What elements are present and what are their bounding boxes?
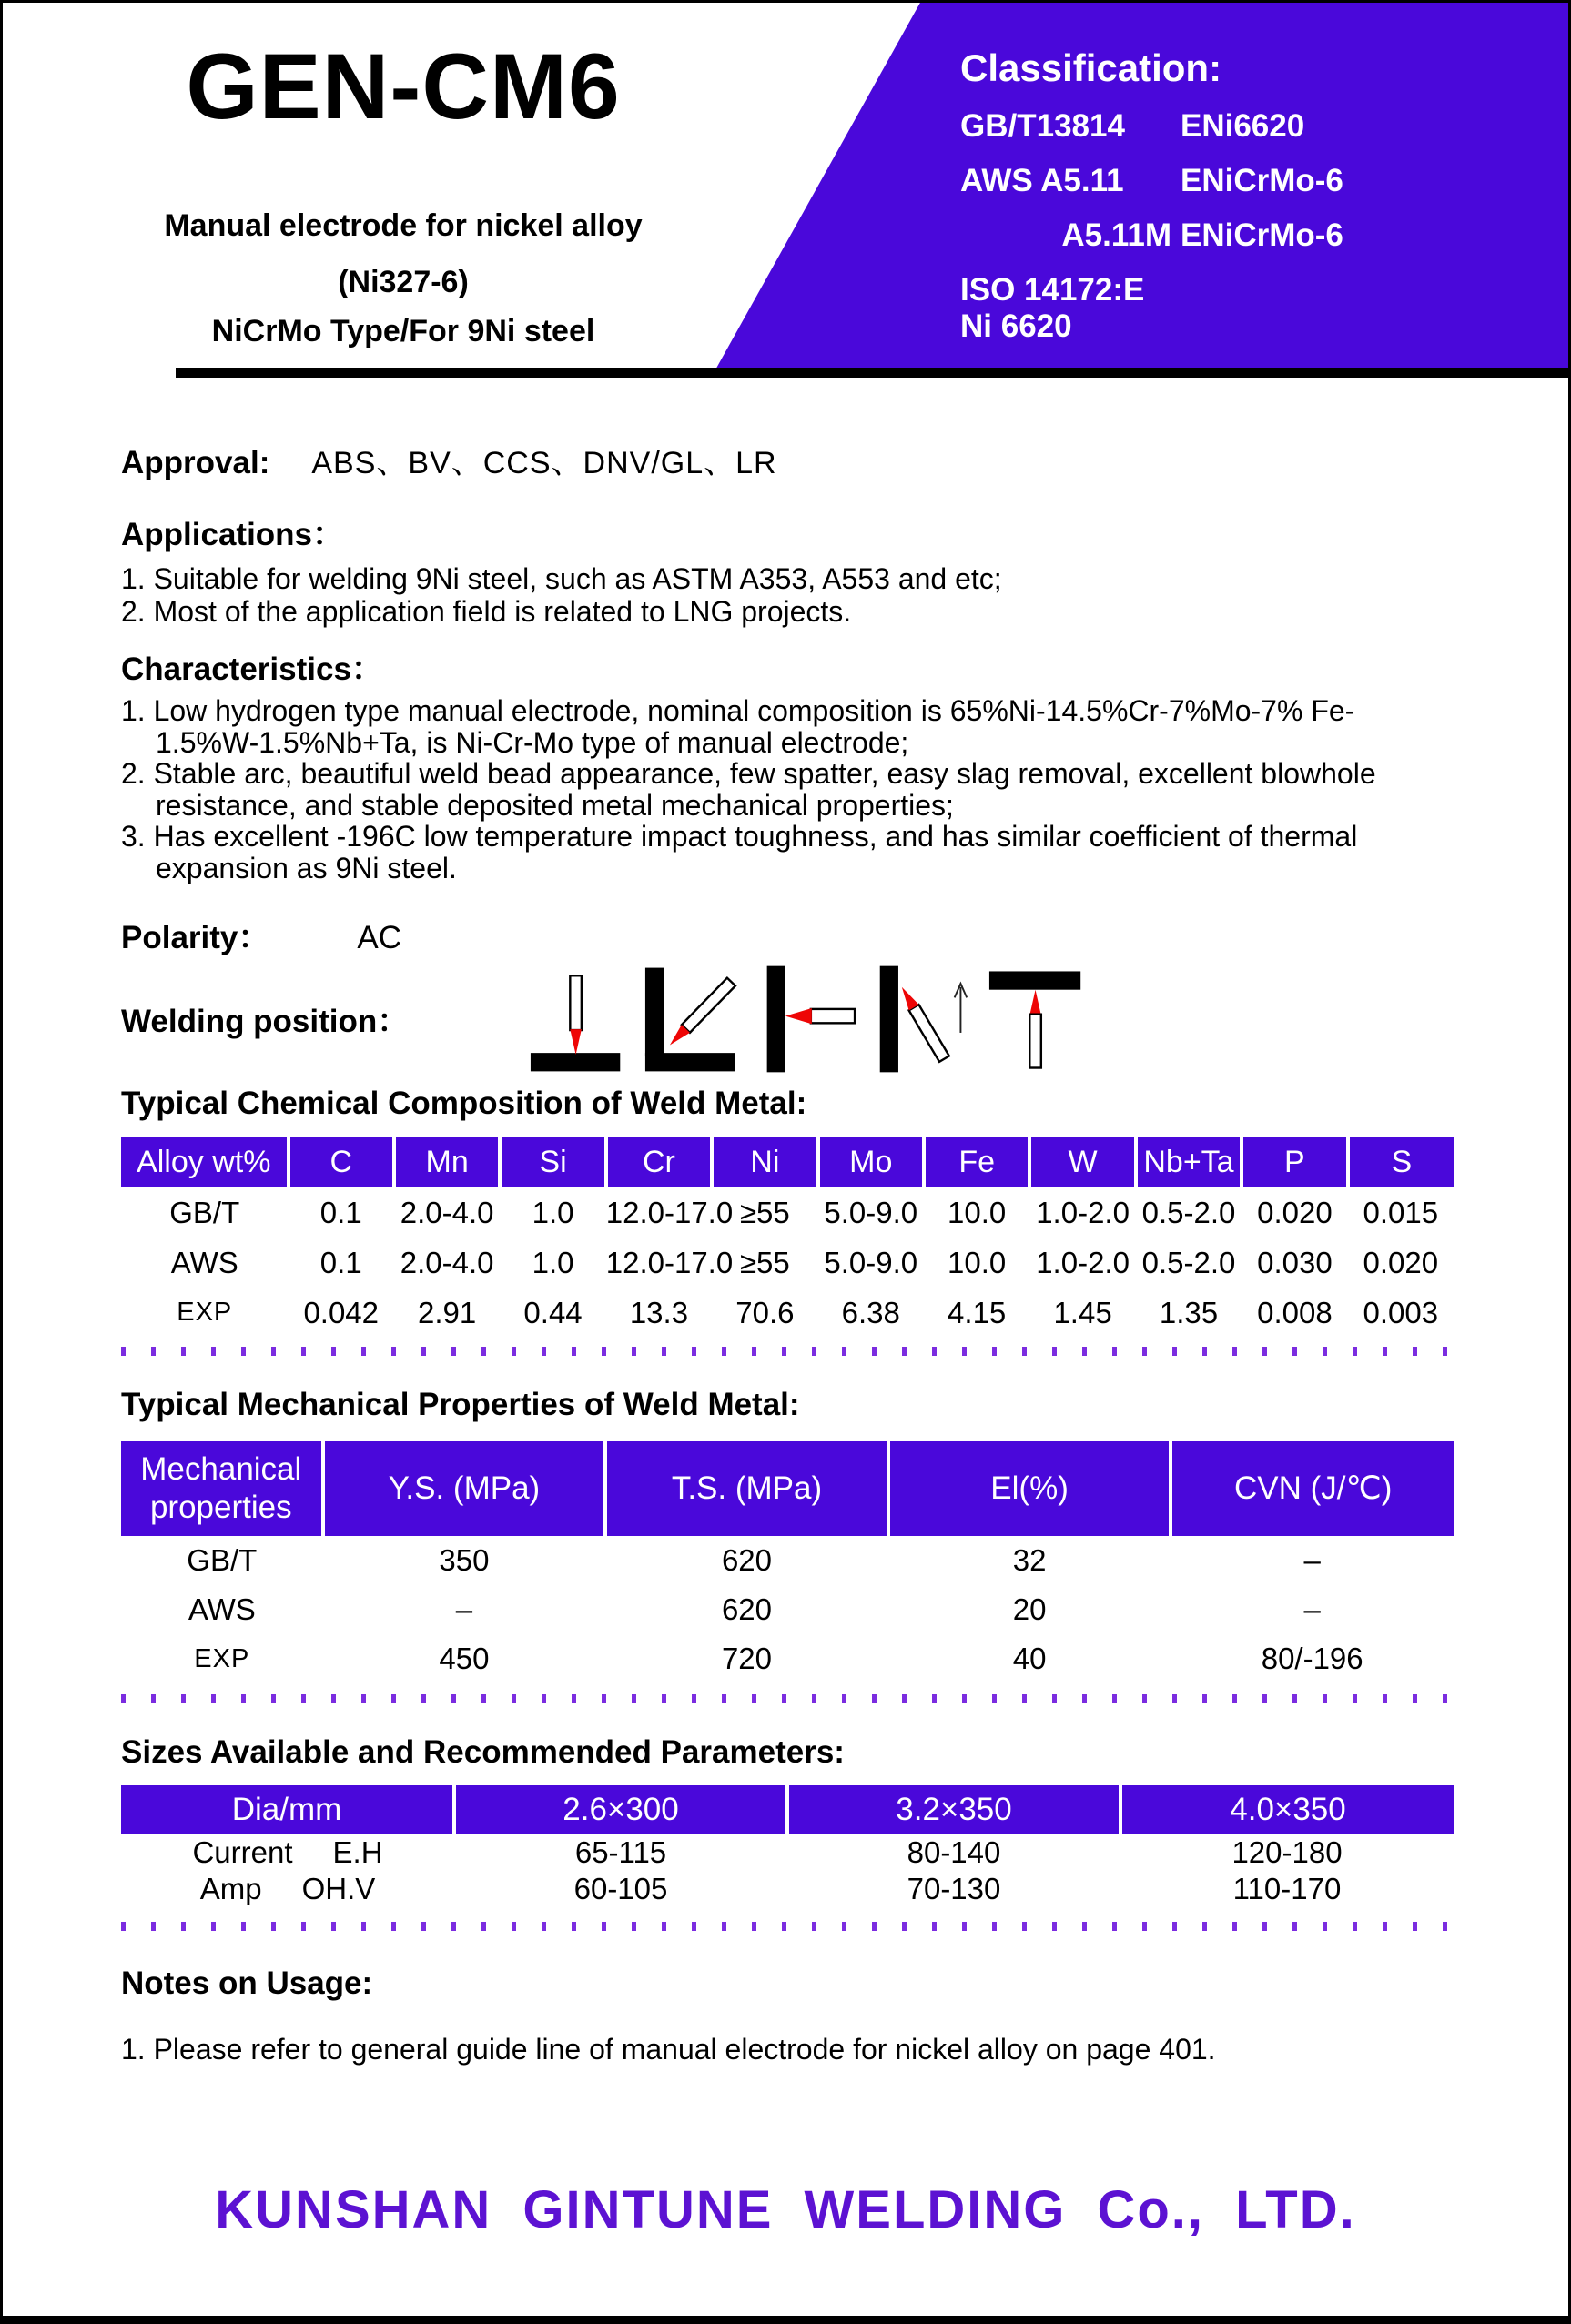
- mech-cell: 450: [439, 1642, 490, 1675]
- chem-cell: 12.0-17.0: [605, 1195, 734, 1229]
- grade-name: ENiCrMo-6: [1181, 217, 1343, 253]
- sub-row-label: OH.V: [301, 1872, 376, 1905]
- chem-cell: 1.45: [1053, 1295, 1112, 1329]
- chem-cell: 6.38: [841, 1295, 900, 1329]
- sub-row-label: E.H: [332, 1835, 383, 1869]
- standard-name: A5.11M: [1061, 217, 1171, 253]
- mechanical-properties-table: [121, 1441, 1454, 1683]
- chem-column-header: P: [1242, 1137, 1347, 1187]
- chem-cell: 2.0-4.0: [400, 1195, 494, 1229]
- mech-cell: 720: [721, 1642, 773, 1675]
- chem-cell: 0.008: [1257, 1295, 1333, 1329]
- standard-name: ISO 14172:E Ni 6620: [960, 272, 1145, 344]
- sizes-cell: 80-140: [907, 1835, 1001, 1869]
- mech-column-header: T.S. (MPa): [605, 1441, 888, 1536]
- mech-column-header-text: Mechanical properties: [140, 1451, 302, 1525]
- row-label: AWS: [170, 1245, 238, 1279]
- chem-column-header: Cr: [606, 1137, 712, 1187]
- classification-row: [960, 163, 1343, 199]
- chem-cell: 1.0: [532, 1195, 574, 1229]
- row-label: AWS: [188, 1592, 256, 1626]
- chemical-composition-table: [121, 1137, 1454, 1338]
- chem-column-header: Nb+Ta: [1136, 1137, 1242, 1187]
- sizes-cell: 65-115: [574, 1835, 667, 1869]
- chem-cell: 1.0: [532, 1245, 574, 1279]
- mech-cell: 620: [721, 1592, 773, 1626]
- header-divider-bar: [176, 368, 1568, 378]
- mech-cell: 620: [721, 1543, 773, 1577]
- row-label: [121, 1871, 454, 1907]
- chem-cell: 5.0-9.0: [824, 1195, 918, 1229]
- chem-cell: 0.44: [523, 1295, 583, 1329]
- chem-column-header: C: [289, 1137, 394, 1187]
- chem-cell: 70.6: [735, 1295, 795, 1329]
- chem-cell: 1.0-2.0: [1036, 1195, 1130, 1229]
- chem-cell: 2.91: [418, 1295, 477, 1329]
- dotted-separator: [121, 1347, 1454, 1356]
- flat-position-icon: [529, 964, 627, 1075]
- mech-cell: 32: [1012, 1543, 1047, 1577]
- chem-cell: 2.0-4.0: [400, 1245, 494, 1279]
- approval-value: ABS、BV、CCS、DNV/GL、LR: [311, 446, 777, 480]
- chem-column-header: Ni: [712, 1137, 817, 1187]
- mech-cell: 40: [1012, 1642, 1047, 1675]
- classification-row: [960, 217, 1343, 254]
- chem-cell: 1.35: [1159, 1295, 1219, 1329]
- overhead-position-icon: [988, 964, 1086, 1075]
- chem-cell: 0.5-2.0: [1141, 1245, 1236, 1279]
- characteristics-item: 1. Low hydrogen type manual electrode, nominal composition is 65%Ni-14.5%Cr-7%Mo-7% Fe-1.5%W-1.5%Nb+Ta, is Ni-Cr-Mo type of manual electrode;: [121, 694, 1355, 759]
- sizes-cell: 110-170: [1232, 1872, 1342, 1905]
- chem-row-gbt: [121, 1187, 1454, 1238]
- mech-header-row: [121, 1441, 1454, 1536]
- row-label: EXP: [177, 1298, 233, 1327]
- row-label: [121, 1834, 454, 1871]
- content: [3, 438, 1568, 2066]
- chem-cell: ≥55: [739, 1195, 790, 1229]
- welding-position-label: Welding position：: [121, 1004, 410, 1039]
- chem-cell: 0.5-2.0: [1141, 1195, 1236, 1229]
- dotted-separator: [121, 1694, 1454, 1703]
- company-name: KUNSHAN GINTUNE WELDING Co., LTD.: [215, 2180, 1356, 2239]
- chem-cell: 10.0: [948, 1195, 1007, 1229]
- mech-cell: 80/-196: [1261, 1642, 1363, 1675]
- chem-cell: 0.042: [303, 1295, 380, 1329]
- sizes-row-eh: [121, 1834, 1454, 1871]
- standard-name: GB/T13814: [960, 108, 1125, 144]
- approval-label: Approval:: [121, 445, 270, 480]
- applications-item: 1. Suitable for welding 9Ni steel, such as ASTM A353, A553 and etc;: [121, 562, 1002, 595]
- chem-table-title: Typical Chemical Composition of Weld Metal:: [121, 1086, 807, 1121]
- chem-row-aws: [121, 1238, 1454, 1288]
- product-name: GEN-CM6: [186, 35, 621, 138]
- horizontal-position-icon: [758, 964, 856, 1075]
- notes-heading: Notes on Usage:: [121, 1965, 373, 2001]
- chem-cell: 0.015: [1363, 1195, 1439, 1229]
- product-type: NiCrMo Type/For 9Ni steel: [211, 314, 595, 349]
- applications-section: [121, 510, 1454, 628]
- fillet-position-icon: [644, 964, 742, 1075]
- chem-row-exp: [121, 1288, 1454, 1338]
- sizes-cell: 60-105: [573, 1872, 668, 1905]
- chem-cell: 0.1: [319, 1245, 362, 1279]
- sizes-column-header: Dia/mm: [121, 1785, 454, 1834]
- mech-cell: 350: [439, 1543, 490, 1577]
- sizes-header-row: [121, 1785, 1454, 1834]
- polarity-value: AC: [357, 920, 402, 955]
- mech-row-gbt: [121, 1536, 1454, 1585]
- characteristics-item: 3. Has excellent -196C low temperature impact toughness, and has similar coefficient of thermal expansion as 9Ni steel.: [121, 820, 1358, 884]
- row-label: GB/T: [187, 1543, 258, 1577]
- welding-position-row: [121, 964, 1454, 1075]
- chem-column-header: S: [1348, 1137, 1454, 1187]
- row-label: GB/T: [169, 1195, 240, 1229]
- classification-block: [960, 46, 1343, 363]
- chem-column-header: Alloy wt%: [121, 1137, 289, 1187]
- sizes-cell: 70-130: [907, 1872, 1001, 1905]
- row-label: EXP: [194, 1643, 250, 1673]
- chem-cell: 10.0: [948, 1245, 1007, 1279]
- polarity-row: [121, 913, 1454, 958]
- chem-column-header: Fe: [924, 1137, 1029, 1187]
- applications-heading: Applications：: [121, 517, 345, 552]
- brand-block: [107, 3, 699, 378]
- mech-column-header: [121, 1441, 323, 1536]
- welding-position-icons: [529, 964, 1086, 1075]
- mech-column-header: El(%): [888, 1441, 1171, 1536]
- chem-column-header: W: [1029, 1137, 1135, 1187]
- sizes-row-ohv: [121, 1871, 1454, 1907]
- notes-item: 1. Please refer to general guide line of manual electrode for nickel alloy on page 401.: [121, 2033, 1216, 2066]
- characteristics-heading: Characteristics：: [121, 652, 383, 687]
- chem-cell: 1.0-2.0: [1036, 1245, 1130, 1279]
- grade-name: ENiCrMo-6: [1181, 163, 1343, 198]
- classification-row: [960, 108, 1343, 145]
- mech-table-title: Typical Mechanical Properties of Weld Metal:: [121, 1387, 800, 1422]
- applications-item: 2. Most of the application field is related to LNG projects.: [121, 595, 852, 628]
- chem-header-row: [121, 1137, 1454, 1187]
- mech-row-exp: [121, 1634, 1454, 1683]
- chem-cell: 4.15: [948, 1295, 1007, 1329]
- vertical-up-position-icon: [873, 964, 971, 1075]
- mech-cell: –: [1303, 1592, 1321, 1626]
- mech-column-header: Y.S. (MPa): [323, 1441, 606, 1536]
- chem-column-header: Si: [500, 1137, 605, 1187]
- mech-cell: 20: [1012, 1592, 1047, 1626]
- sizes-column-header: 3.2×350: [787, 1785, 1120, 1834]
- approval-row: [121, 438, 1454, 482]
- chem-cell: 12.0-17.0: [605, 1245, 734, 1279]
- classification-title: Classification:: [960, 46, 1222, 89]
- chem-cell: 0.003: [1363, 1295, 1439, 1329]
- current-amp-label-line1: Current: [192, 1835, 293, 1869]
- chem-column-header: Mo: [818, 1137, 924, 1187]
- chem-column-header: Mn: [394, 1137, 500, 1187]
- sizes-parameters-table: [121, 1785, 1454, 1907]
- notes-section: [121, 1965, 1454, 2066]
- product-code: (Ni327-6): [338, 265, 469, 299]
- characteristics-item: 2. Stable arc, beautiful weld bead appearance, few spatter, easy slag removal, excellent blowhole resistance, and stable deposited metal mechanical properties;: [121, 757, 1376, 822]
- chem-cell: 0.020: [1257, 1195, 1333, 1229]
- classification-row: [960, 272, 1343, 345]
- grade-name: ENi6620: [1181, 108, 1305, 144]
- dotted-separator: [121, 1922, 1454, 1931]
- chem-cell: 13.3: [629, 1295, 689, 1329]
- characteristics-section: [121, 644, 1454, 884]
- sizes-column-header: 2.6×300: [454, 1785, 787, 1834]
- chem-cell: 0.1: [319, 1195, 362, 1229]
- standard-name: AWS A5.11: [960, 163, 1124, 198]
- sizes-column-header: 4.0×350: [1120, 1785, 1454, 1834]
- sizes-cell: 120-180: [1231, 1835, 1343, 1869]
- chem-cell: ≥55: [739, 1245, 790, 1279]
- header: [3, 3, 1568, 378]
- product-subtitle: Manual electrode for nickel alloy: [164, 208, 643, 243]
- mech-cell: –: [455, 1592, 473, 1626]
- polarity-label: Polarity：: [121, 920, 270, 955]
- chem-cell: 0.020: [1363, 1245, 1439, 1279]
- sizes-table-title: Sizes Available and Recommended Parameters:: [121, 1734, 845, 1770]
- mech-row-aws: [121, 1585, 1454, 1634]
- mech-column-header: CVN (J/℃): [1171, 1441, 1454, 1536]
- mech-cell: –: [1303, 1543, 1321, 1577]
- chem-cell: 5.0-9.0: [824, 1245, 918, 1279]
- current-amp-label-line2: Amp: [199, 1872, 262, 1905]
- chem-cell: 0.030: [1257, 1245, 1333, 1279]
